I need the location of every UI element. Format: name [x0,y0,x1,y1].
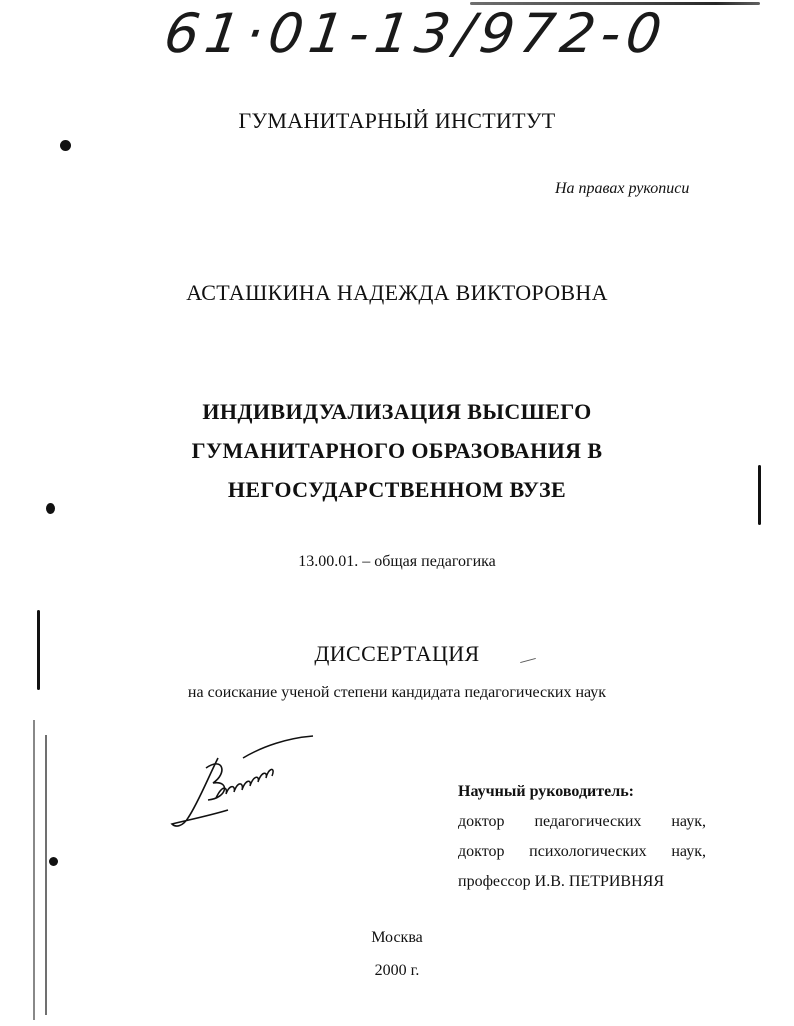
title-line: НЕГОСУДАРСТВЕННОМ ВУЗЕ [227,477,567,502]
supervisor-degree-1: доктор педагогических наук, [458,813,706,830]
year: 2000 г. [374,962,420,979]
scan-edge-mark [33,720,35,1020]
scan-edge-mark [758,465,761,525]
binding-hole-mark [49,857,58,866]
author-name: АСТАШКИНА НАДЕЖДА ВИКТОРОВНА [186,280,608,305]
title-line: ГУМАНИТАРНОГО ОБРАЗОВАНИЯ В [191,438,603,463]
handwritten-archive-number: 61·01-13/972-0 [160,2,672,65]
binding-hole-mark [60,140,71,151]
supervisor-heading: Научный руководитель: [458,783,634,800]
supervisor-name: профессор И.В. ПЕТРИВНЯЯ [458,873,664,890]
title-line: ИНДИВИДУАЛИЗАЦИЯ ВЫСШЕГО [202,399,592,424]
scan-edge-mark [45,735,47,1015]
manuscript-rights-note: На правах рукописи [555,180,690,197]
supervisor-degree-2: доктор психологических наук, [458,843,706,860]
specialty-code: 13.00.01. – общая педагогика [298,553,496,570]
signature-icon [168,728,318,838]
scan-edge-mark [37,610,40,690]
binding-hole-mark [46,503,55,514]
degree-description: на соискание ученой степени кандидата педагогических наук [187,684,607,701]
city: Москва [371,929,423,946]
document-type: ДИССЕРТАЦИЯ [314,641,480,666]
institute-name: ГУМАНИТАРНЫЙ ИНСТИТУТ [238,108,556,133]
dissertation-title [0,392,794,509]
scientific-supervisor-block [458,777,708,897]
